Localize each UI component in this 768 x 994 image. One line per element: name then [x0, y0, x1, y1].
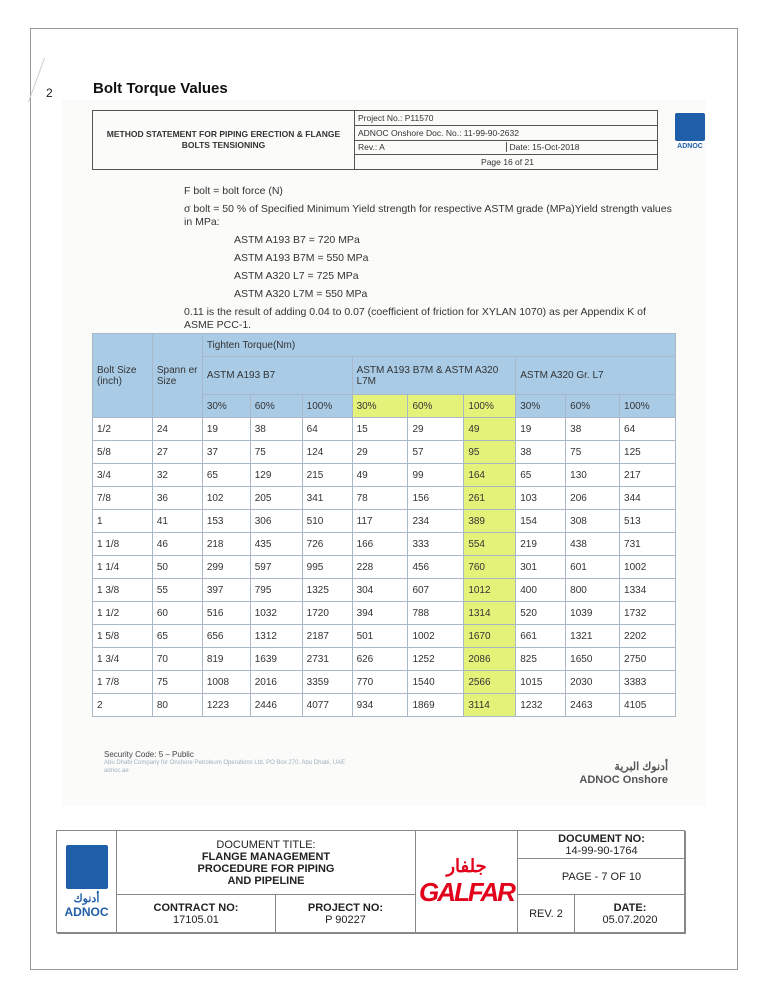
table-cell: 125: [620, 441, 676, 464]
table-cell: 2202: [620, 625, 676, 648]
table-cell: 46: [152, 533, 202, 556]
table-cell: 166: [352, 533, 408, 556]
table-cell: 205: [250, 487, 302, 510]
logo-text: ADNOC: [677, 143, 703, 150]
table-cell: 516: [202, 602, 250, 625]
header-bolt-size: Bolt Size (inch): [93, 334, 153, 418]
table-cell: 825: [516, 648, 566, 671]
table-cell: 1 7/8: [93, 671, 153, 694]
table-cell: 38: [516, 441, 566, 464]
table-cell: 1321: [566, 625, 620, 648]
table-cell: 41: [152, 510, 202, 533]
table-cell: 24: [152, 418, 202, 441]
table-cell: 1/2: [93, 418, 153, 441]
date: Date: 15-Oct-2018: [509, 142, 580, 153]
table-cell: 1 3/4: [93, 648, 153, 671]
table-cell: 397: [202, 579, 250, 602]
table-row: [93, 579, 676, 602]
table-cell: 50: [152, 556, 202, 579]
table-cell: 1334: [620, 579, 676, 602]
table-cell: 510: [302, 510, 352, 533]
table-cell: 1 1/4: [93, 556, 153, 579]
table-cell: 64: [620, 418, 676, 441]
section-title: Bolt Torque Values: [93, 80, 228, 97]
table-cell: 770: [352, 671, 408, 694]
rev: Rev.: A: [355, 142, 507, 152]
table-cell: 153: [202, 510, 250, 533]
security-code: Security Code: 5 – Public: [104, 750, 194, 759]
date-label: DATE:: [613, 902, 647, 914]
table-cell: 597: [250, 556, 302, 579]
table-cell: 1015: [516, 671, 566, 694]
revision: REV. 2: [518, 895, 575, 934]
table-cell: 301: [516, 556, 566, 579]
table-cell: 36: [152, 487, 202, 510]
header-pct: 30%: [516, 395, 566, 418]
table-cell: 19: [202, 418, 250, 441]
table-cell: 70: [152, 648, 202, 671]
note-sigma: σ bolt = 50 % of Specified Minimum Yield strength for respective ASTM grade (MPa)Yield strength values in MPa:: [184, 203, 672, 228]
table-cell: 1 1/2: [93, 602, 153, 625]
table-cell: 934: [352, 694, 408, 717]
table-cell: 435: [250, 533, 302, 556]
table-cell: 117: [352, 510, 408, 533]
table-cell: 760: [464, 556, 516, 579]
project-label: PROJECT NO:: [307, 902, 384, 914]
table-cell: 607: [408, 579, 464, 602]
table-cell: 75: [566, 441, 620, 464]
table-cell: 95: [464, 441, 516, 464]
adnoc-logo: [57, 831, 117, 934]
table-cell: 1012: [464, 579, 516, 602]
table-cell: 299: [202, 556, 250, 579]
table-cell: 129: [250, 464, 302, 487]
table-cell: 601: [566, 556, 620, 579]
table-cell: 1732: [620, 602, 676, 625]
table-cell: 1252: [408, 648, 464, 671]
notes: [184, 185, 674, 337]
table-cell: 7/8: [93, 487, 153, 510]
table-cell: 219: [516, 533, 566, 556]
table-cell: 438: [566, 533, 620, 556]
table-cell: 99: [408, 464, 464, 487]
table-cell: 1 5/8: [93, 625, 153, 648]
table-cell: 819: [202, 648, 250, 671]
table-cell: 1 3/8: [93, 579, 153, 602]
adnoc-arabic: أدنوك: [73, 893, 100, 905]
table-cell: 65: [202, 464, 250, 487]
table-cell: 456: [408, 556, 464, 579]
table-cell: 726: [302, 533, 352, 556]
table-row: [93, 487, 676, 510]
table-row: [93, 602, 676, 625]
table-cell: 234: [408, 510, 464, 533]
table-cell: 124: [302, 441, 352, 464]
table-cell: 4077: [302, 694, 352, 717]
table-row: [93, 648, 676, 671]
table-cell: 64: [302, 418, 352, 441]
table-cell: 37: [202, 441, 250, 464]
table-cell: 57: [408, 441, 464, 464]
grade: ASTM A193 B7M = 550 MPa: [234, 252, 369, 264]
method-statement-header: [92, 110, 658, 170]
table-cell: 2086: [464, 648, 516, 671]
table-cell: 75: [250, 441, 302, 464]
falcon-icon: [675, 113, 705, 141]
table-cell: 78: [352, 487, 408, 510]
grade: ASTM A320 L7M = 550 MPa: [234, 288, 368, 300]
header-pct: 30%: [202, 395, 250, 418]
table-cell: 3383: [620, 671, 676, 694]
method-title: METHOD STATEMENT FOR PIPING ERECTION & FLANGE BOLTS TENSIONING: [93, 111, 355, 169]
table-cell: 1: [93, 510, 153, 533]
table-cell: 1650: [566, 648, 620, 671]
table-row: [93, 671, 676, 694]
table-cell: 5/8: [93, 441, 153, 464]
adnoc-onshore-brand: [579, 761, 668, 787]
header-pct: 100%: [620, 395, 676, 418]
galfar-text: GALFAR: [419, 877, 514, 907]
adnoc-logo-small: [672, 113, 708, 150]
table-cell: 1325: [302, 579, 352, 602]
table-cell: 38: [250, 418, 302, 441]
table-row: [93, 441, 676, 464]
table-cell: 1002: [620, 556, 676, 579]
table-cell: 2030: [566, 671, 620, 694]
docno-label: DOCUMENT NO:: [558, 832, 645, 845]
header-group-l7: ASTM A320 Gr. L7: [516, 357, 676, 395]
table-cell: 65: [516, 464, 566, 487]
grade: ASTM A193 B7 = 720 MPa: [234, 234, 360, 246]
table-cell: 38: [566, 418, 620, 441]
table-cell: 32: [152, 464, 202, 487]
contract-no: 17105.01: [173, 914, 219, 926]
table-cell: 1232: [516, 694, 566, 717]
table-cell: 3359: [302, 671, 352, 694]
table-cell: 731: [620, 533, 676, 556]
torque-table: [92, 333, 676, 717]
table-row: [93, 694, 676, 717]
header-tighten-torque: Tighten Torque(Nm): [202, 334, 675, 357]
table-cell: 1032: [250, 602, 302, 625]
table-cell: 2731: [302, 648, 352, 671]
website: adnoc.ae: [104, 768, 129, 774]
header-pct: 60%: [250, 395, 302, 418]
contract-label: CONTRACT NO:: [153, 902, 239, 914]
header-pct: 60%: [408, 395, 464, 418]
header-pct: 100%: [464, 395, 516, 418]
table-cell: 2446: [250, 694, 302, 717]
table-cell: 3114: [464, 694, 516, 717]
table-cell: 341: [302, 487, 352, 510]
grade: ASTM A320 L7 = 725 MPa: [234, 270, 359, 282]
table-cell: 554: [464, 533, 516, 556]
scan-footer: [104, 750, 345, 775]
header-pct: 100%: [302, 395, 352, 418]
brand-name: ADNOC Onshore: [579, 774, 668, 786]
table-cell: 304: [352, 579, 408, 602]
table-cell: 661: [516, 625, 566, 648]
table-row: [93, 464, 676, 487]
table-row: [93, 418, 676, 441]
note-fbolt: F bolt = bolt force (N): [184, 185, 283, 197]
table-cell: 49: [464, 418, 516, 441]
table-cell: 2016: [250, 671, 302, 694]
table-cell: 261: [464, 487, 516, 510]
table-cell: 344: [620, 487, 676, 510]
table-cell: 2463: [566, 694, 620, 717]
project-no: Project No.: P11570: [355, 111, 657, 126]
table-cell: 333: [408, 533, 464, 556]
table-cell: 2750: [620, 648, 676, 671]
table-cell: 394: [352, 602, 408, 625]
table-cell: 27: [152, 441, 202, 464]
header-pct: 60%: [566, 395, 620, 418]
table-cell: 65: [152, 625, 202, 648]
table-cell: 206: [566, 487, 620, 510]
table-cell: 215: [302, 464, 352, 487]
table-cell: 1720: [302, 602, 352, 625]
table-cell: 1039: [566, 602, 620, 625]
note-friction: 0.11 is the result of adding 0.04 to 0.07 (coefficient of friction for XYLAN 1070) as per Appendix K of ASME PCC-1.: [184, 306, 646, 331]
table-cell: 29: [408, 418, 464, 441]
section-number: 2: [46, 86, 53, 100]
table-cell: 501: [352, 625, 408, 648]
table-cell: 2187: [302, 625, 352, 648]
table-cell: 795: [250, 579, 302, 602]
table-cell: 1002: [408, 625, 464, 648]
table-cell: 164: [464, 464, 516, 487]
table-cell: 995: [302, 556, 352, 579]
table-cell: 1312: [250, 625, 302, 648]
table-row: [93, 625, 676, 648]
table-cell: 49: [352, 464, 408, 487]
table-row: [93, 533, 676, 556]
table-cell: 102: [202, 487, 250, 510]
project-no: P 90227: [325, 914, 366, 926]
date: 05.07.2020: [602, 914, 658, 926]
table-cell: 4105: [620, 694, 676, 717]
table-row: [93, 556, 676, 579]
table-cell: 389: [464, 510, 516, 533]
table-cell: 1540: [408, 671, 464, 694]
table-cell: 218: [202, 533, 250, 556]
table-cell: 788: [408, 602, 464, 625]
table-cell: 80: [152, 694, 202, 717]
galfar-arabic: جلفار: [446, 856, 487, 876]
table-cell: 400: [516, 579, 566, 602]
page-no: Page 16 of 21: [481, 157, 534, 168]
table-cell: 800: [566, 579, 620, 602]
doc-title: FLANGE MANAGEMENT PROCEDURE FOR PIPING AND PIPELINE: [197, 850, 335, 887]
docno: 14-99-90-1764: [565, 844, 638, 857]
table-cell: 55: [152, 579, 202, 602]
table-cell: 1314: [464, 602, 516, 625]
adnoc-text: ADNOC: [64, 905, 109, 919]
table-cell: 1869: [408, 694, 464, 717]
doc-no: ADNOC Onshore Doc. No.: 11-99-90-2632: [355, 126, 657, 141]
table-cell: 1 1/8: [93, 533, 153, 556]
galfar-logo: [416, 831, 518, 934]
table-cell: 154: [516, 510, 566, 533]
table-cell: 520: [516, 602, 566, 625]
table-cell: 103: [516, 487, 566, 510]
table-cell: 308: [566, 510, 620, 533]
table-cell: 1639: [250, 648, 302, 671]
table-cell: 1670: [464, 625, 516, 648]
header-group-b7m: ASTM A193 B7M & ASTM A320 L7M: [352, 357, 516, 395]
table-cell: 75: [152, 671, 202, 694]
table-cell: 3/4: [93, 464, 153, 487]
header-spanner-size: Spann er Size: [152, 334, 202, 418]
table-cell: 228: [352, 556, 408, 579]
table-cell: 656: [202, 625, 250, 648]
table-cell: 29: [352, 441, 408, 464]
table-cell: 626: [352, 648, 408, 671]
table-cell: 306: [250, 510, 302, 533]
falcon-icon: [66, 845, 108, 889]
table-row: [93, 510, 676, 533]
header-pct: 30%: [352, 395, 408, 418]
table-cell: 60: [152, 602, 202, 625]
table-cell: 1223: [202, 694, 250, 717]
table-cell: 1008: [202, 671, 250, 694]
header-group-b7: ASTM A193 B7: [202, 357, 352, 395]
table-cell: 19: [516, 418, 566, 441]
table-cell: 130: [566, 464, 620, 487]
table-cell: 2566: [464, 671, 516, 694]
address: Abu Dhabi Company for Onshore Petroleum Operations Ltd. PO Box 270, Abu Dhabi, UAE: [104, 760, 346, 766]
page-number: PAGE - 7 OF 10: [518, 859, 686, 895]
table-cell: 15: [352, 418, 408, 441]
table-cell: 513: [620, 510, 676, 533]
table-cell: 156: [408, 487, 464, 510]
doc-title-label: DOCUMENT TITLE:: [216, 838, 316, 851]
table-cell: 217: [620, 464, 676, 487]
document-footer: [56, 830, 685, 933]
brand-arabic: أدنوك البرية: [614, 761, 668, 773]
table-cell: 2: [93, 694, 153, 717]
